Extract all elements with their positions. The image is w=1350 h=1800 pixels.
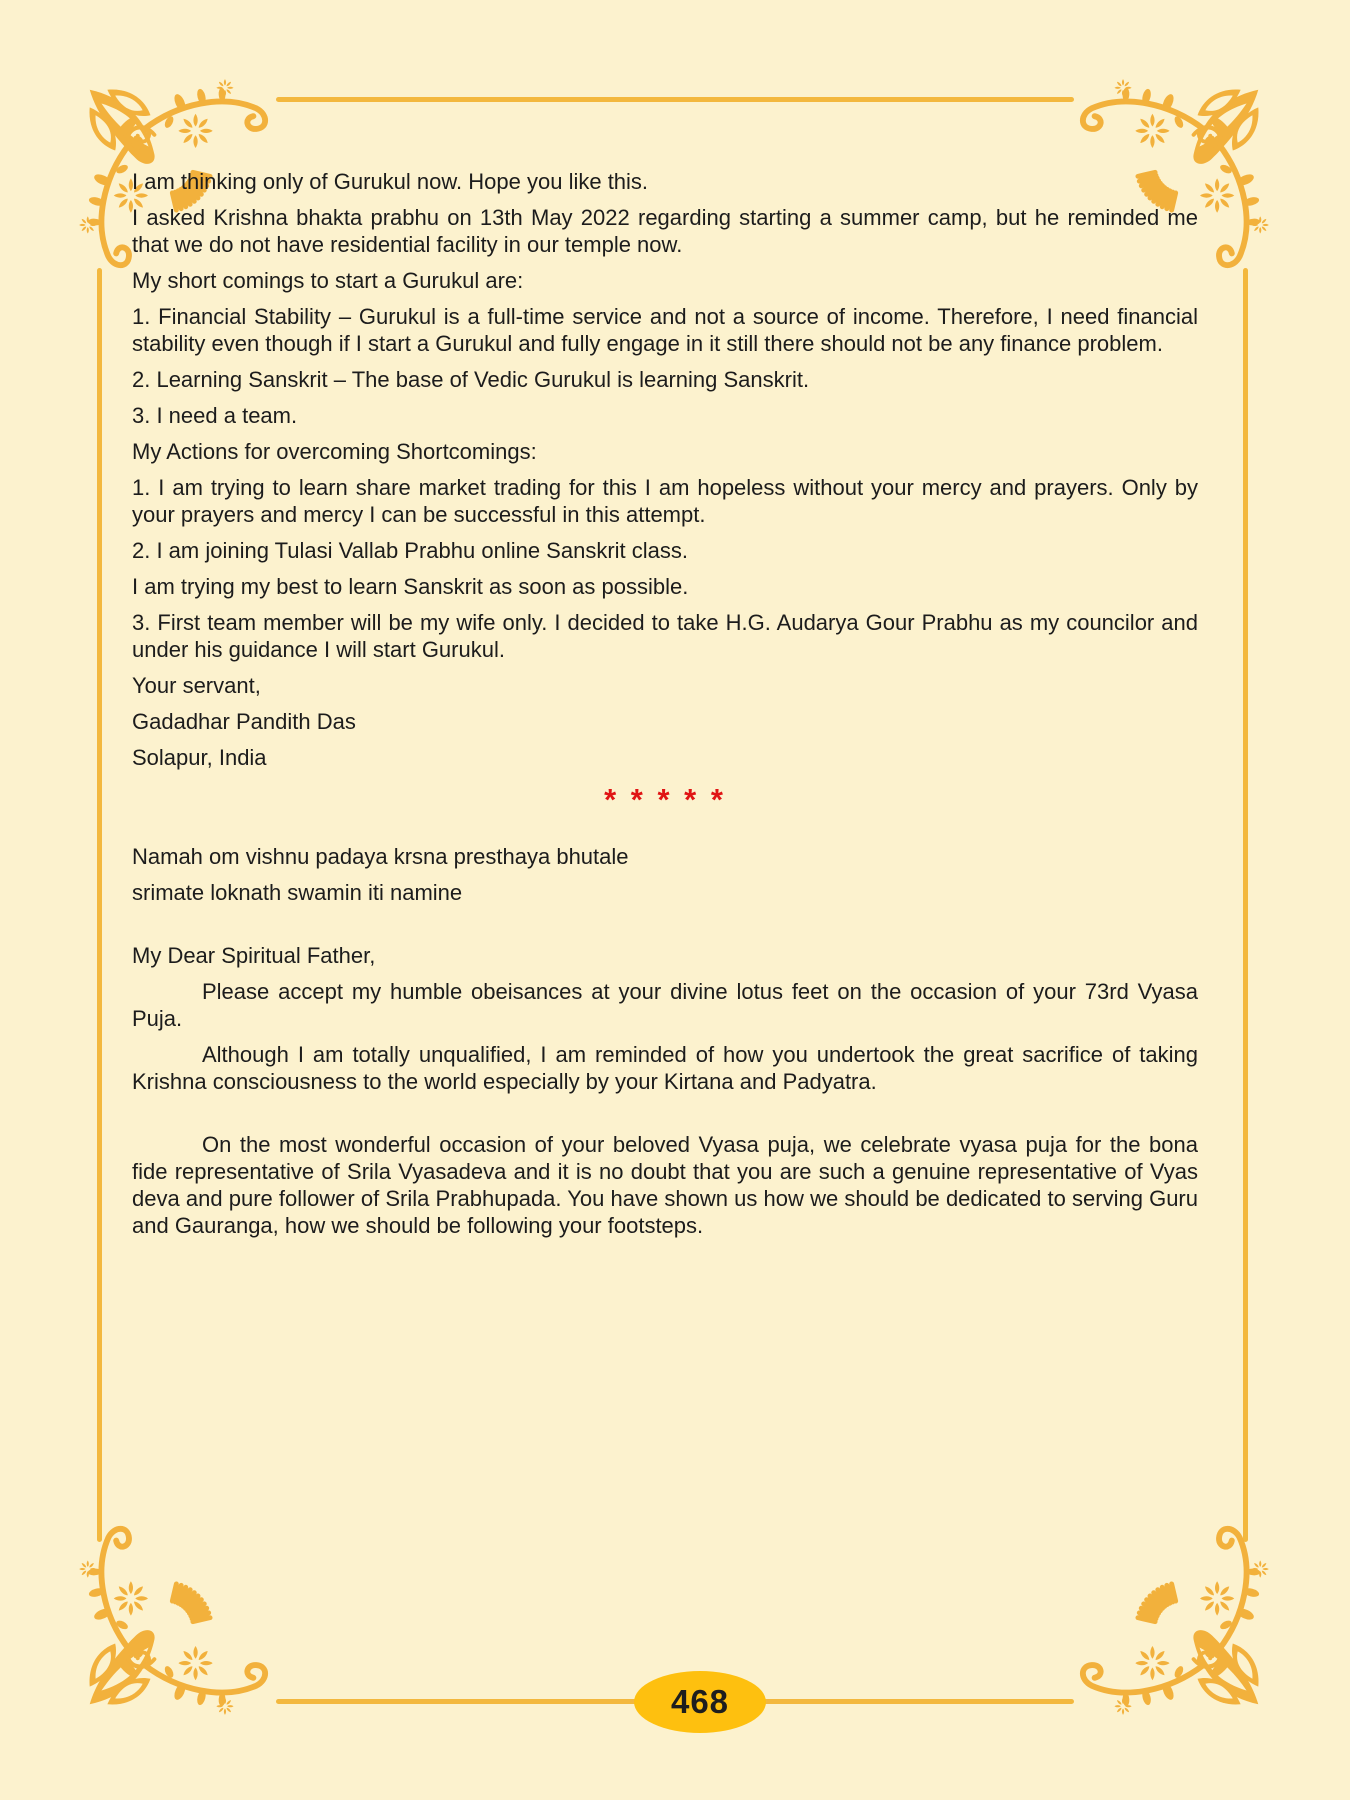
page-number: 468 — [670, 1683, 730, 1720]
letter1-paragraph: I am thinking only of Gurukul now. Hope you like this. — [132, 169, 649, 194]
frame-line-right — [1243, 268, 1248, 1542]
letter1-paragraph: My short comings to start a Gurukul are: — [132, 268, 524, 293]
frame-line-left — [97, 268, 102, 1542]
letter1-paragraph: 3. First team member will be my wife only. I decided to take H.G. Audarya Gour Prabhu as my councilor and under his guidance I will start Gurukul. — [132, 610, 1198, 662]
letter2-paragraph: On the most wonderful occasion of your beloved Vyasa puja, we celebrate vyasa puja for the bona fide representative of Srila Vyasadeva and it is no doubt that you are such a genuine representative of Vyas deva and pure follower of Srila Prabhupada. You have shown us how we should be dedicated to serving Guru and Gauranga, how we should be following your footsteps. — [132, 1132, 1198, 1238]
letter2-invocation-line: srimate loknath swamin iti namine — [132, 880, 463, 905]
letter1-signature-line: Your servant, — [132, 673, 261, 698]
letter2-invocation-line: Namah om vishnu padaya krsna presthaya bhutale — [132, 844, 629, 869]
letter1-paragraph: 2. I am joining Tulasi Vallab Prabhu online Sanskrit class. — [132, 538, 688, 563]
letter2-salutation: My Dear Spiritual Father, — [132, 943, 376, 968]
frame-line-top — [276, 97, 1074, 102]
letter1-paragraph: 2. Learning Sanskrit – The base of Vedic Gurukul is learning Sanskrit. — [132, 367, 810, 392]
letter1-paragraph: 1. Financial Stability – Gurukul is a full-time service and not a source of income. Therefore, I need financial stability even though if I start a Gurukul and fully engage in it still there should not be any finance problem. — [132, 304, 1198, 356]
letter-content — [132, 168, 1198, 1248]
letter1-signature-place: Solapur, India — [132, 745, 267, 770]
letter2-paragraph: Although I am totally unqualified, I am reminded of how you undertook the great sacrifice of taking Krishna consciousness to the world especially by your Kirtana and Padyatra. — [132, 1042, 1198, 1094]
letter1-paragraph: 3. I need a team. — [132, 403, 298, 428]
letter1-paragraph: 1. I am trying to learn share market trading for this I am hopeless without your mercy and prayers. Only by your prayers and mercy I can be successful in this attempt. — [132, 475, 1198, 527]
page-number-badge — [634, 1671, 766, 1733]
section-separator-asterisks: * * * * * — [604, 782, 726, 817]
letter1-paragraph: I am trying my best to learn Sanskrit as soon as possible. — [132, 574, 689, 599]
letter1-signature-name: Gadadhar Pandith Das — [132, 709, 356, 734]
letter1-paragraph: My Actions for overcoming Shortcomings: — [132, 439, 537, 464]
letter1-paragraph: I asked Krishna bhakta prabhu on 13th May 2022 regarding starting a summer camp, but he reminded me that we do not have residential facility in our temple now. — [132, 205, 1198, 257]
floral-corner-bottom-left-icon — [76, 1522, 272, 1718]
floral-corner-bottom-right-icon — [1076, 1522, 1272, 1718]
letter2-paragraph: Please accept my humble obeisances at your divine lotus feet on the occasion of your 73rd Vyasa Puja. — [132, 979, 1198, 1031]
